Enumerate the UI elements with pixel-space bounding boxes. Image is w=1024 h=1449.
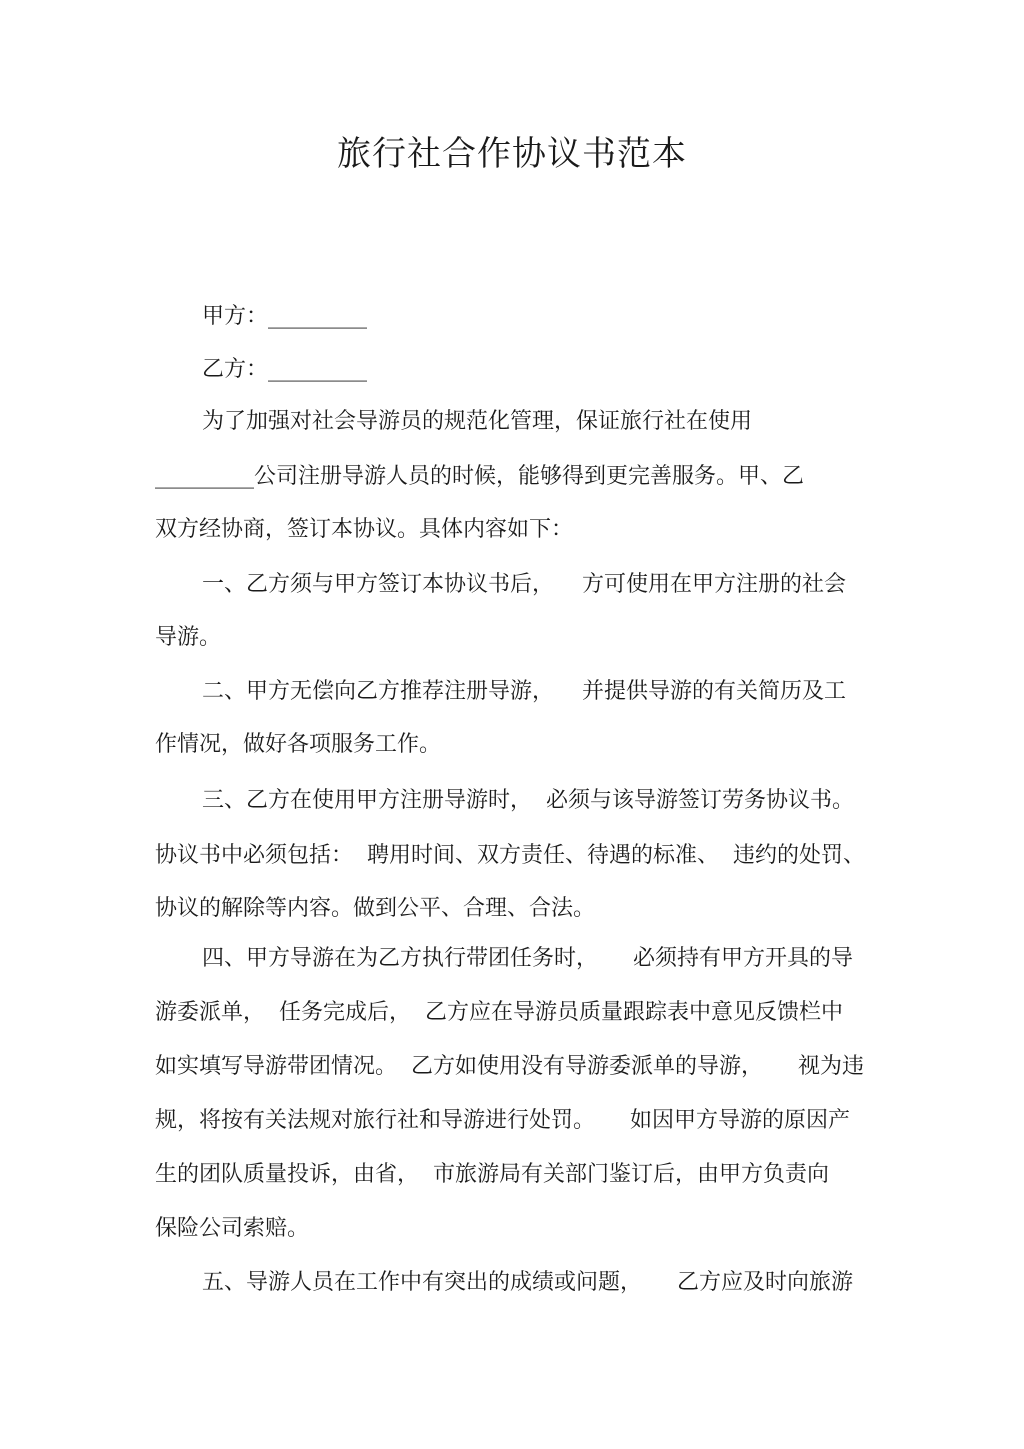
clause-3-line-2: 协议书中必须包括： 聘用时间、双方责任、待遇的标准、 违约的处罚、 xyxy=(155,843,865,868)
clause-3-line-1: 三、乙方在使用甲方注册导游时， 必须与该导游签订劳务协议书。 xyxy=(202,788,854,813)
intro-line-2: _________公司注册导游人员的时候，能够得到更完善服务。甲、乙 xyxy=(155,464,805,489)
intro-line-3: 双方经协商，签订本协议。具体内容如下： xyxy=(155,517,574,542)
clause-4-line-2: 游委派单， 任务完成后， 乙方应在导游员质量跟踪表中意见反馈栏中 xyxy=(155,1000,843,1025)
clause-5-line-1: 五、导游人员在工作中有突出的成绩或问题， 乙方应及时向旅游 xyxy=(202,1270,853,1295)
party-a-line: 甲方：_________ xyxy=(202,304,368,329)
clause-1-line-2: 导游。 xyxy=(155,625,222,650)
clause-4-line-4: 规，将按有关法规对旅行社和导游进行处罚。 如因甲方导游的原因产 xyxy=(155,1108,850,1133)
party-b-line: 乙方：_________ xyxy=(202,357,368,382)
clause-1-line-1: 一、乙方须与甲方签订本协议书后， 方可使用在甲方注册的社会 xyxy=(202,572,846,597)
clause-2-line-2: 作情况，做好各项服务工作。 xyxy=(155,732,442,757)
intro-line-1: 为了加强对社会导游员的规范化管理，保证旅行社在使用 xyxy=(202,409,753,434)
document-title: 旅行社合作协议书范本 xyxy=(337,134,687,174)
clause-4-line-1: 四、甲方导游在为乙方执行带团任务时， 必须持有甲方开具的导 xyxy=(202,946,853,971)
clause-4-line-6: 保险公司索赔。 xyxy=(155,1216,310,1241)
clause-3-line-3: 协议的解除等内容。做到公平、合理、合法。 xyxy=(155,896,596,921)
clause-2-line-1: 二、甲方无偿向乙方推荐注册导游， 并提供导游的有关简历及工 xyxy=(202,679,846,704)
clause-4-line-3: 如实填写导游带团情况。 乙方如使用没有导游委派单的导游， 视为违 xyxy=(155,1054,864,1079)
clause-4-line-5: 生的团队质量投诉，由省， 市旅游局有关部门鉴订后，由甲方负责向 xyxy=(155,1162,829,1187)
